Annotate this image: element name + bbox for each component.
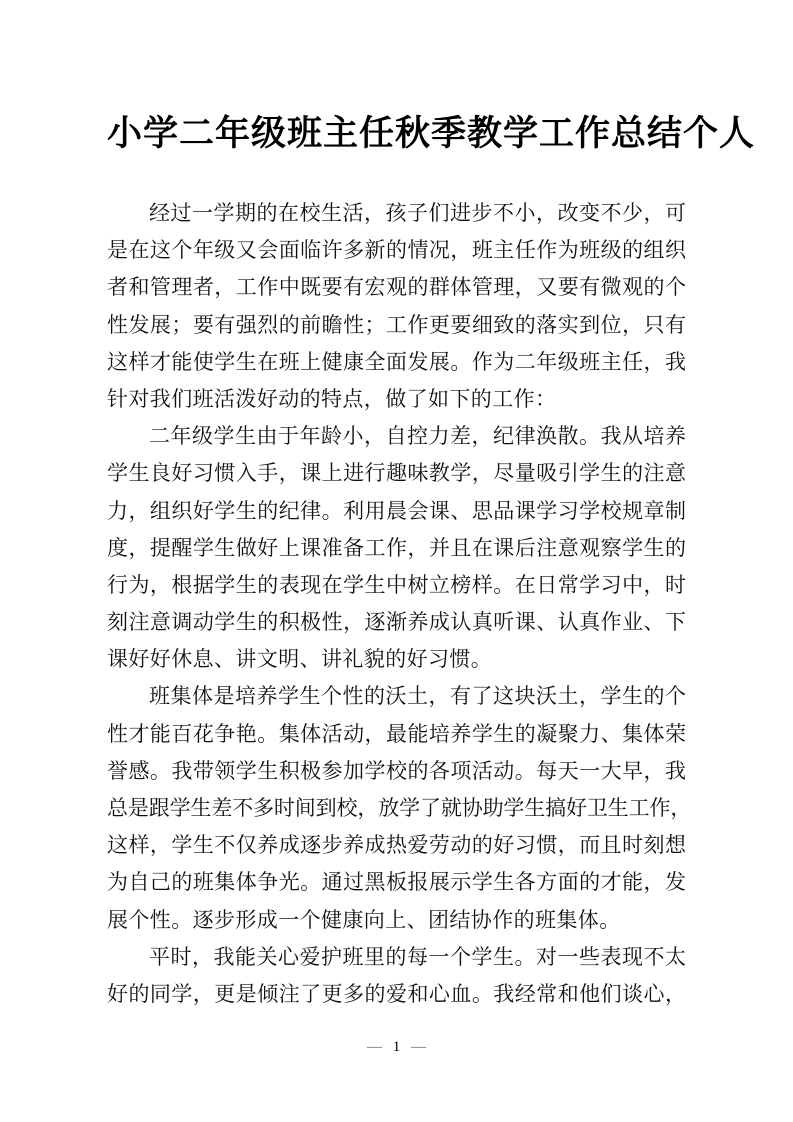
text-line: 班集体是培养学生个性的沃土，有了这块沃土，学生的个 [149, 684, 686, 709]
text-line: 行为，根据学生的表现在学生中树立榜样。在日常学习中，时 [107, 572, 686, 597]
text-line: 刻注意调动学生的积极性，逐渐养成认真听课、认真作业、下 [107, 610, 686, 635]
text-line: 经过一学期的在校生活，孩子们进步不小，改变不少，可 [149, 201, 686, 225]
text-line: 这样才能使学生在班上健康全面发展。作为二年级班主任，我 [107, 349, 686, 374]
text-line: 度，提醒学生做好上课准备工作，并且在课后注意观察学生的 [107, 535, 686, 560]
text-line: 课好好休息、讲文明、讲礼貌的好习惯。 [107, 647, 493, 672]
text-line: 这样，学生不仅养成逐步养成热爱劳动的好习惯，而且时刻想 [107, 833, 686, 858]
text-line: 力，组织好学生的纪律。利用晨会课、思品课学习学校规章制 [107, 498, 686, 523]
text-line: 是在这个年级又会面临许多新的情况，班主任作为班级的组织 [107, 238, 686, 263]
paragraph [107, 195, 686, 418]
text-line: 二年级学生由于年龄小，自控力差，纪律涣散。我从培养 [149, 424, 686, 449]
text-line: 平时，我能关心爱护班里的每一个学生。对一些表现不太 [149, 944, 686, 969]
footer-dash-right: — [411, 1039, 426, 1055]
text-line: 针对我们班活泼好动的特点，做了如下的工作： [107, 386, 557, 411]
text-line: 性发展；要有强烈的前瞻性；工作更要细致的落实到位，只有 [107, 312, 686, 337]
page-number-footer [0, 1035, 793, 1059]
text-line: 为自己的班集体争光。通过黑板报展示学生各方面的才能，发 [107, 870, 686, 895]
paragraph [107, 678, 691, 938]
footer-dash-left: — [367, 1039, 382, 1055]
paragraph [107, 939, 686, 1013]
text-line: 好的同学，更是倾注了更多的爱和心血。我经常和他们谈心， [107, 981, 686, 1006]
document-body [107, 195, 691, 1013]
text-line: 者和管理者，工作中既要有宏观的群体管理，又要有微观的个 [107, 275, 686, 300]
text-line: 学生良好习惯入手，课上进行趣味教学，尽量吸引学生的注意 [107, 461, 686, 486]
page-number: 1 [392, 1039, 401, 1055]
paragraph [107, 418, 686, 678]
document-title: 小学二年级班主任秋季教学工作总结个人 [107, 114, 756, 154]
text-line: 性才能百花争艳。集体活动，最能培养学生的凝聚力、集体荣 [107, 721, 686, 746]
text-line: 誉感。我带领学生积极参加学校的各项活动。每天一大早，我 [107, 758, 686, 783]
text-line: 展个性。逐步形成一个健康向上、团结协作的班集体。 [107, 907, 621, 932]
text-line: 总是跟学生差不多时间到校，放学了就协助学生搞好卫生工作， [107, 796, 691, 820]
